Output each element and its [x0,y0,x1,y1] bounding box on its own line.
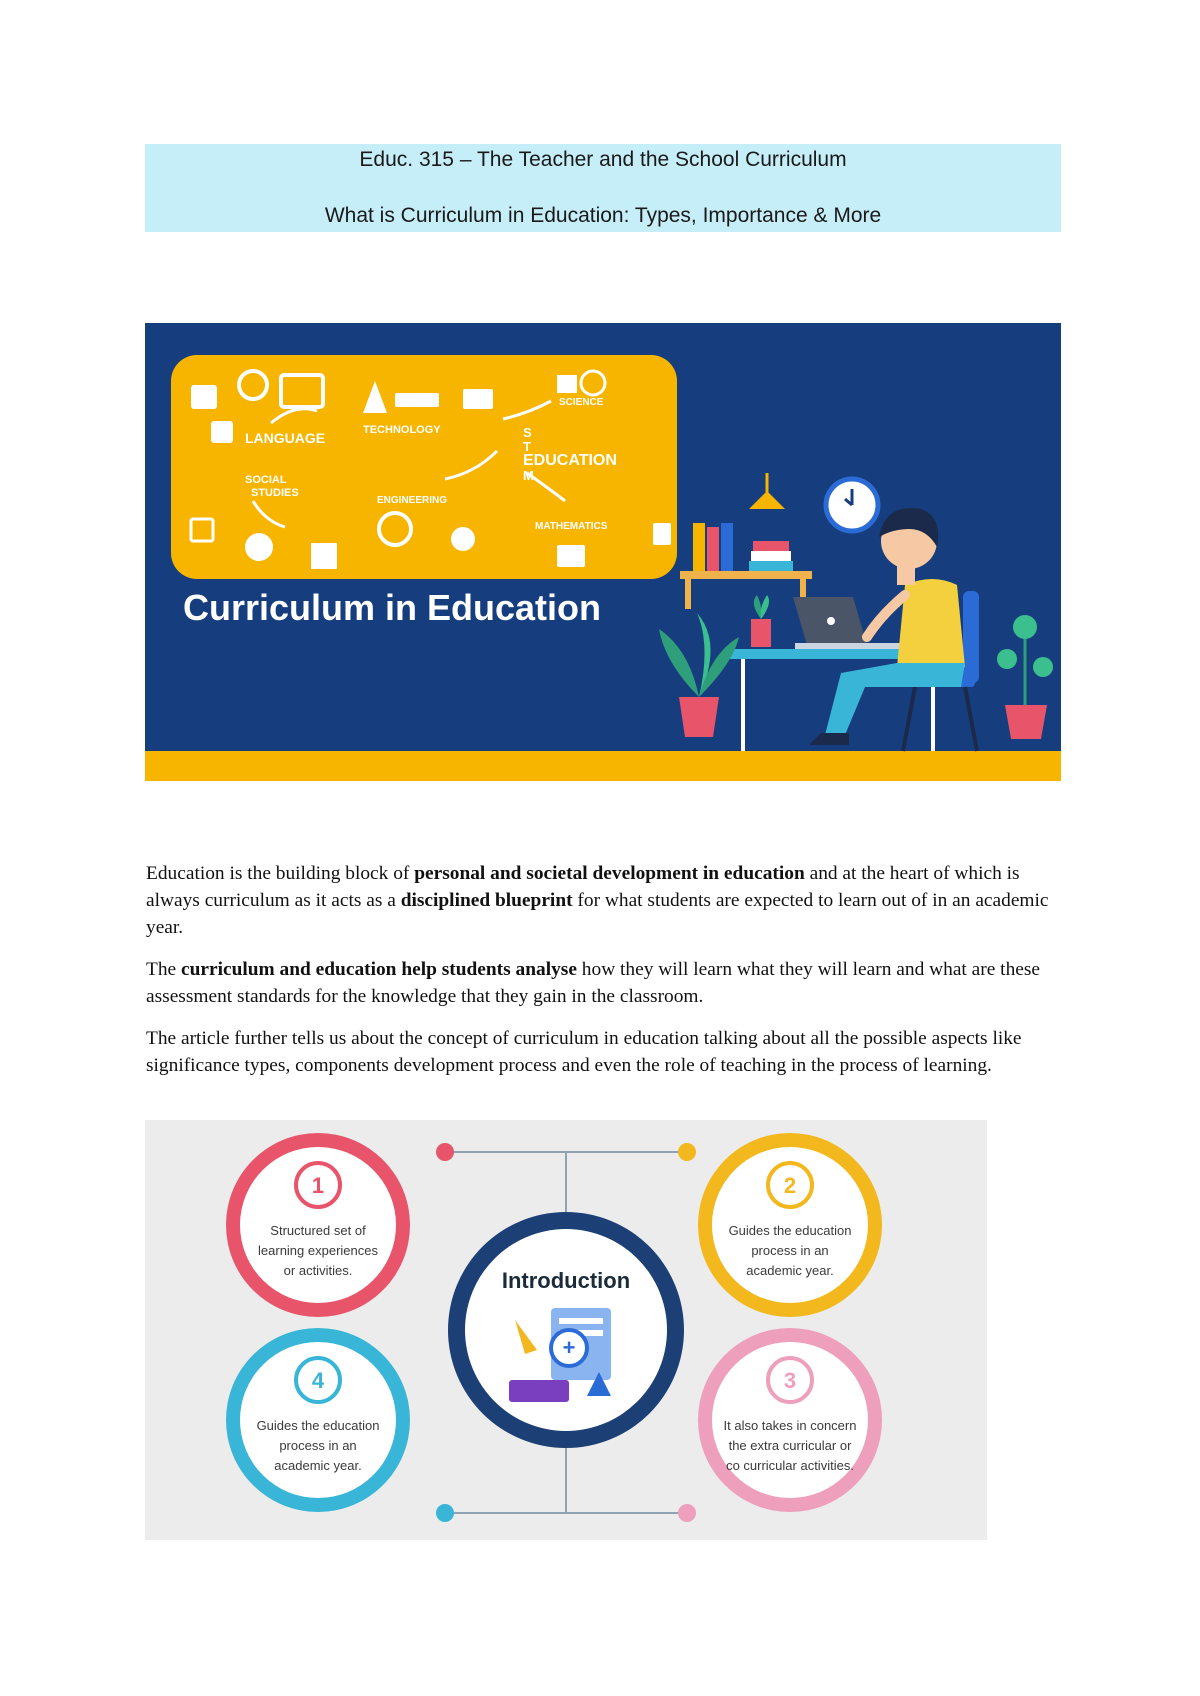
banner-bottom-strip [145,751,1061,781]
banner-title: Curriculum in Education [183,587,602,628]
banner-illustration [145,323,1061,781]
p1-text-c: for what students are expected to learn out of in an academic year. [146,890,1049,938]
stem-label-education: EDUCATION [523,452,617,469]
info-item-text-line: learning experiences [258,1243,378,1258]
document-subtitle: What is Curriculum in Education: Types, Importance & More [324,204,882,227]
paragraph-1 [146,860,1066,941]
paragraph-3: The article further tells us about the concept of curriculum in education talking about all the possible aspects like significance types, components development process and even the role of teaching in the process of learning. [146,1028,1022,1076]
info-item-text-line: Guides the education [728,1223,852,1238]
p2-bold-a: curriculum and education help students analyse [181,959,577,980]
stem-label-engineering: ENGINEERING [377,495,448,506]
info-item-number: 1 [311,1173,325,1198]
info-item-3 [698,1328,882,1512]
article-body [146,860,1066,1094]
p1-bold-b: disciplined blueprint [400,890,573,911]
floor-plant-right-icon [997,615,1053,739]
info-item-1 [226,1133,410,1317]
info-item-number: 2 [783,1173,797,1198]
stem-label-studies: STUDIES [251,487,299,499]
info-item-text-line: Guides the education [256,1418,380,1433]
stem-label-technology: TECHNOLOGY [363,424,441,436]
info-item-text-line: academic year. [746,1263,834,1278]
info-item-text-line: Structured set of [270,1223,366,1238]
desk-plant-icon [751,595,771,647]
bookshelf [680,523,812,609]
info-item-4 [226,1328,410,1512]
info-item-text-line: or activities. [283,1263,353,1278]
stem-label-m: M [523,468,534,483]
info-item-text-line: the extra curricular or [728,1438,852,1453]
stem-label-science: SCIENCE [559,397,604,408]
stem-label-s: S [523,425,532,440]
info-item-text-line: process in an [279,1438,357,1453]
stem-label-language: LANGUAGE [245,430,326,446]
course-title: Educ. 315 – The Teacher and the School Curriculum [359,148,847,171]
p2-text-a: The [146,959,181,980]
clock-icon [826,479,878,531]
info-item-number: 3 [783,1368,797,1393]
info-item-text-line: co curricular activities. [726,1458,854,1473]
floor-plant-left-icon [659,613,739,737]
introduction-infographic [145,1120,987,1540]
p2-text-b: how they will learn what they will learn and what are these assessment standards for the knowledge that they gain in the classroom. [146,959,1041,1007]
introduction-title: Introduction [501,1268,631,1293]
document-header [145,144,1061,232]
info-item-text-line: process in an [751,1243,829,1258]
p1-bold-a: personal and societal development in education [414,863,805,884]
stem-label-social: SOCIAL [245,474,287,486]
p1-text-b: and at the heart of which is always curriculum as it acts as a [146,863,1020,911]
stem-label-mathematics: MATHEMATICS [535,521,608,532]
p1-text-a: Education is the building block of [146,863,415,884]
info-item-number: 4 [311,1368,325,1393]
paragraph-2 [146,956,1066,1010]
info-item-text-line: It also takes in concern [723,1418,857,1433]
info-item-text-line: academic year. [274,1458,362,1473]
svg-text:+: + [562,1335,576,1360]
stem-label-t: T [523,439,531,454]
info-item-2 [698,1133,882,1317]
lamp-icon [749,473,785,509]
